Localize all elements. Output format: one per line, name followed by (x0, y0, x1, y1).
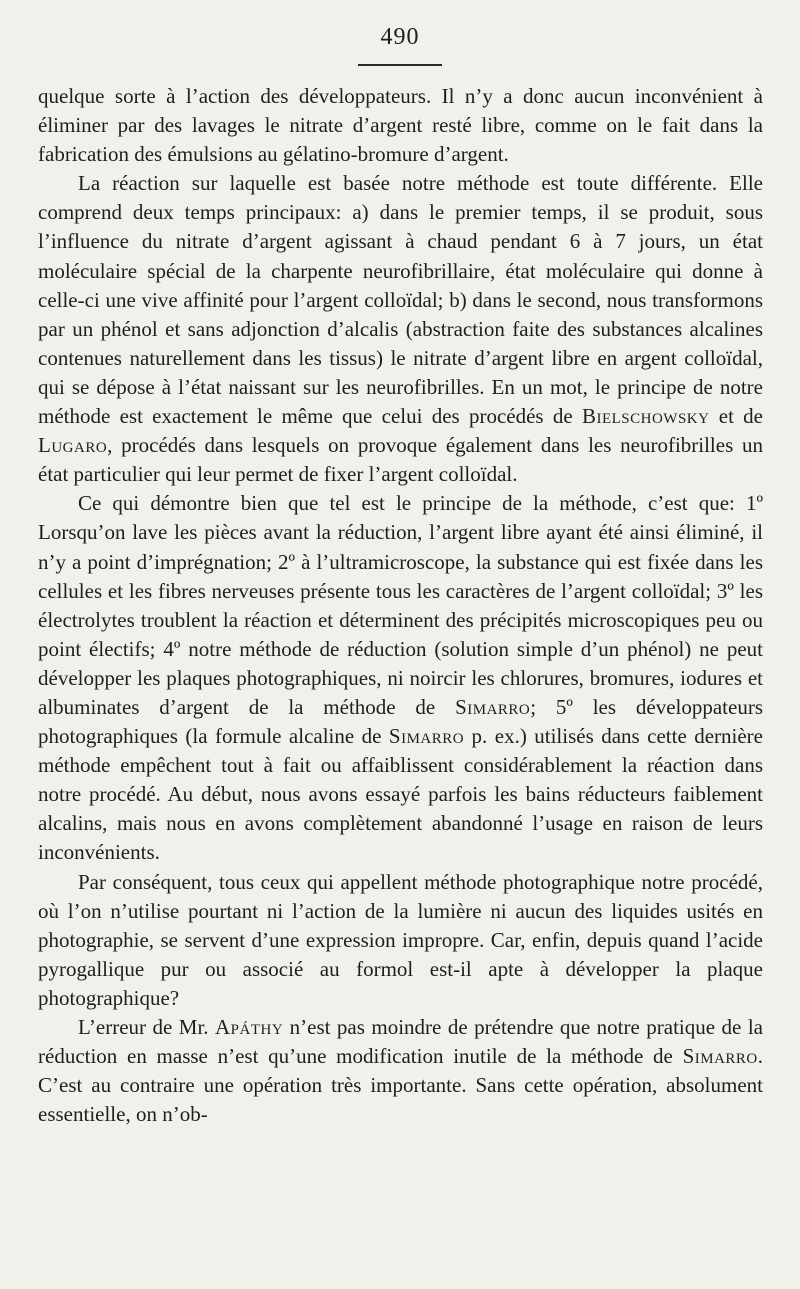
paragraph (38, 169, 763, 489)
text-segment: ; 5º les développateurs photographiques (la formule alcaline de (38, 694, 763, 749)
text-segment: quelque sorte à l’action des développateurs. Il n’y a donc aucun inconvénient à éliminer par des lavages le nitrate d’argent resté libre, comme on le fait dans la fabrication des émulsions au gélatino-bromure d’argent. (38, 84, 763, 167)
text-segment: et de (709, 404, 763, 429)
author-name: Simarro (388, 724, 465, 749)
paragraph (38, 1013, 763, 1129)
text-segment: La réaction sur laquelle est basée notre méthode est toute différente. Elle comprend deux temps principaux: a) dans le premier temps, il se produit, sous l’influence du nitrate d’argent agissant à chaud pendant 6 à 7 jours, un état moléculaire spécial de la charpente neurofibrillaire, état moléculaire qui donne à celle-ci une vive affinité pour l’argent colloïdal; b) dans le second, nous transformons par un phénol et sans adjonction d’alcalis (abstraction faite des substances alcalines contenues naturellement dans les tissus) le nitrate d’argent libre en argent colloïdal, qui se dépose à l’état naissant sur les neurofibrilles. En un mot, le principe de notre méthode est exactement le même que celui des procédés de (38, 171, 763, 429)
author-name: Simarro (455, 694, 531, 719)
text-segment: . C’est au contraire une opération très importante. Sans cette opération, absolument essentielle, on n’ob- (38, 1044, 763, 1127)
page-number-rule (358, 64, 442, 66)
author-name: Apáthy (215, 1015, 284, 1039)
author-name: Bielschowsky (581, 404, 710, 429)
page-number: 490 (380, 24, 420, 50)
text-segment: n’est pas moindre de prétendre que notre pratique de la réduction en masse n’est qu’une modification inutile de la méthode de (38, 1015, 763, 1069)
author-name: Lugaro (38, 433, 108, 458)
paragraph (38, 489, 763, 867)
text-segment: Par conséquent, tous ceux qui appellent méthode photographique notre procédé, où l’on n’utilise pourtant ni l’action de la lumière ni aucun des liquides usités en photographie, se servent d’une expression impropre. Car, enfin, depuis quand l’acide pyrogallique pur ou associé au formol est-il apte à développer la plaque photographique? (38, 869, 763, 1010)
author-name: Simarro (682, 1044, 758, 1069)
text-segment: L’erreur de Mr. (78, 1015, 215, 1039)
text-segment: p. ex.) utilisés dans cette dernière méthode empêchent tout à fait ou affaiblissent considérablement la réaction dans notre procédé. Au début, nous avons essayé parfois les bains réducteurs faiblement alcalins, mais nous en avons complètement abandonné l’usage en raison de leurs inconvénients. (38, 724, 763, 865)
body-text (38, 82, 763, 1129)
paragraph (38, 868, 763, 1013)
paragraph (38, 82, 763, 169)
text-segment: , procédés dans lesquels on provoque également dans les neurofibrilles un état particulier qui leur permet de fixer l’argent colloïdal. (38, 433, 763, 487)
text-segment: Ce qui démontre bien que tel est le principe de la méthode, c’est que: 1º Lorsqu’on lave les pièces avant la réduction, l’argent libre ayant été ainsi éliminé, il n’y a point d’imprégnation; 2º à l’ultramicroscope, la substance qui est fixée dans les cellules et les fibres nerveuses présente tous les caractères de l’argent colloïdal; 3º les électrolytes troublent la réaction et déterminent des précipités microscopiques peu ou point électifs; 4º notre méthode de réduction (solution simple d’un phénol) ne peut développer les plaques photographiques, ni noircir les chlorures, bromures, iodures et albuminates d’argent de la méthode de (38, 491, 763, 719)
